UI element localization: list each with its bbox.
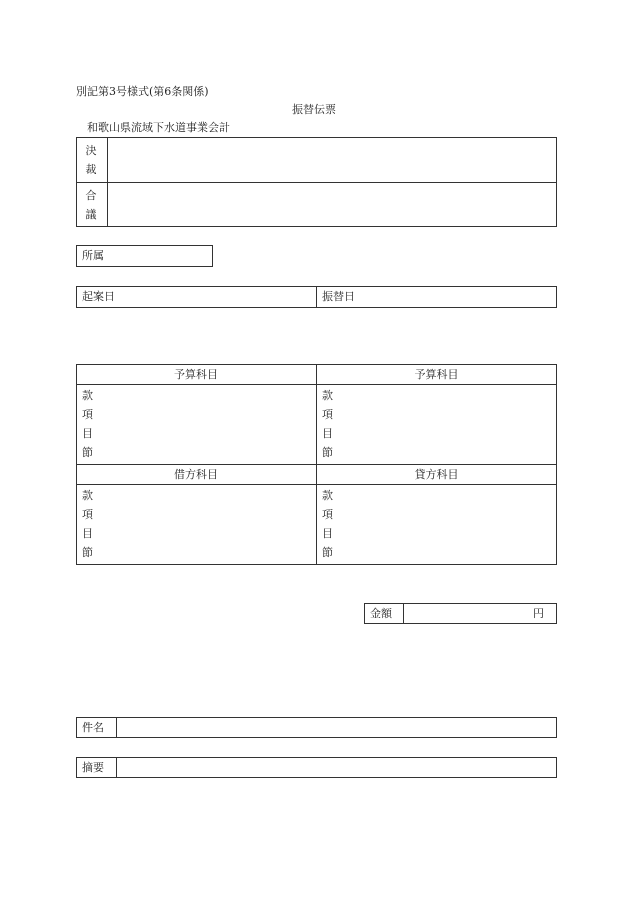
budget-left-kou: 項: [82, 408, 93, 421]
budget-right-moku: 目: [322, 427, 333, 440]
draft-date-label: 起案日: [82, 290, 115, 303]
kessai-char-2: 裁: [85, 163, 97, 176]
kessai-stamp-area[interactable]: [108, 138, 556, 182]
budget-right-kou: 項: [322, 408, 333, 421]
credit-kan: 款: [322, 489, 333, 502]
credit-moku: 目: [322, 527, 333, 540]
transfer-date-field[interactable]: [360, 287, 556, 307]
summary-field[interactable]: [117, 758, 556, 777]
budget-right-kan: 款: [322, 389, 333, 402]
form-number: 別記第3号様式(第6条関係): [76, 85, 209, 98]
affiliation-label: 所属: [82, 249, 104, 262]
gougi-char-1: 合: [85, 189, 97, 202]
organization-name: 和歌山県流域下水道事業会計: [87, 121, 230, 134]
gougi-stamp-area[interactable]: [108, 183, 556, 226]
amount-unit: 円: [533, 607, 544, 620]
budget-header-right: 予算科目: [414, 368, 459, 381]
credit-setsu: 節: [322, 546, 333, 559]
budget-left-moku: 目: [82, 427, 93, 440]
debit-moku: 目: [82, 527, 93, 540]
account-header-topline: [76, 464, 557, 465]
debit-kou: 項: [82, 508, 93, 521]
debit-setsu: 節: [82, 546, 93, 559]
draft-date-field[interactable]: [120, 287, 315, 307]
credit-header: 貸方科目: [414, 468, 459, 481]
kessai-char-1: 決: [85, 144, 97, 157]
debit-header: 借方科目: [174, 468, 218, 481]
debit-kan: 款: [82, 489, 93, 502]
budget-left-setsu: 節: [82, 446, 93, 459]
date-row-divider: [316, 286, 317, 308]
budget-left-kan: 款: [82, 389, 93, 402]
transfer-date-label: 振替日: [322, 290, 355, 303]
subject-field[interactable]: [117, 718, 556, 737]
subject-label: 件名: [82, 721, 104, 734]
budget-header-underline: [76, 384, 557, 385]
summary-label: 摘要: [82, 761, 104, 774]
budget-right-setsu: 節: [322, 446, 333, 459]
gougi-char-2: 議: [85, 208, 97, 221]
credit-kou: 項: [322, 508, 333, 521]
form-title: 振替伝票: [292, 103, 336, 116]
budget-header-left: 予算科目: [174, 368, 218, 381]
account-header-underline: [76, 484, 557, 485]
amount-label: 金額: [370, 607, 392, 620]
